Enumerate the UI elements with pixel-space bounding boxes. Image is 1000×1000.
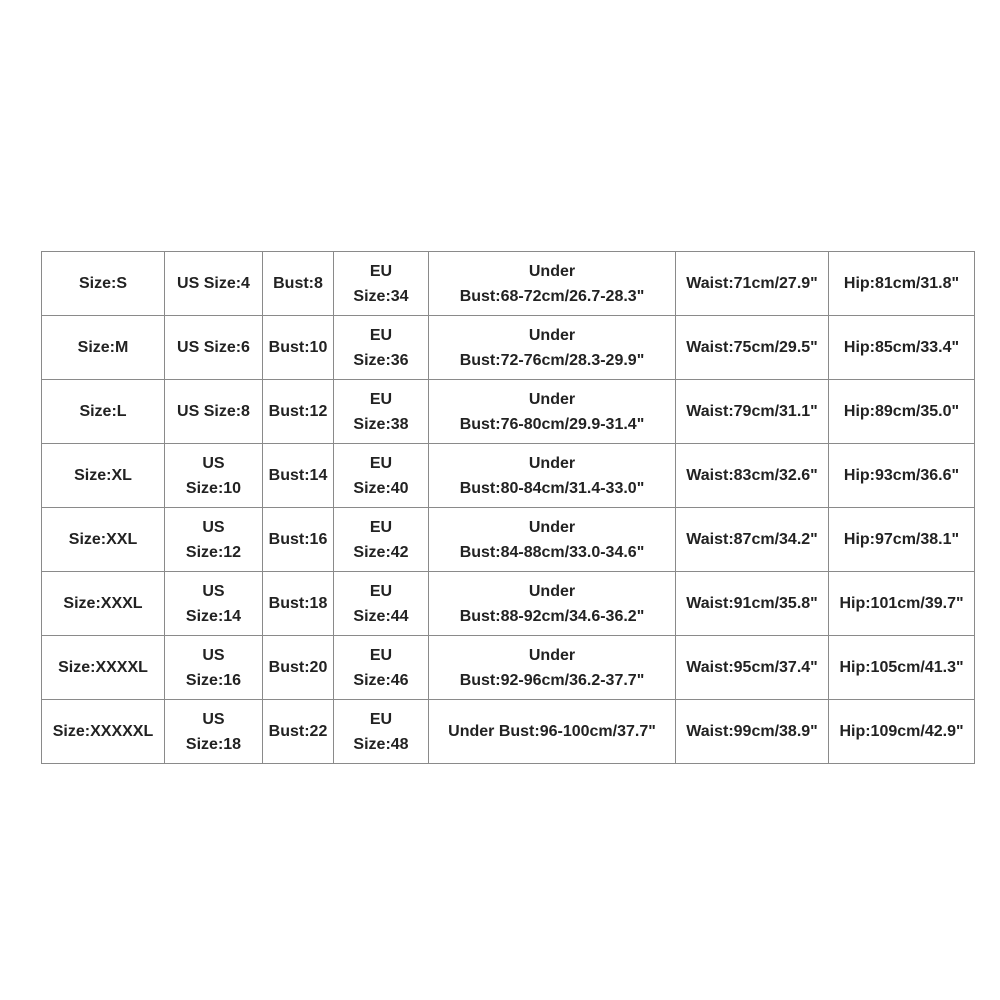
eu-size-cell: EU Size:34 [334, 252, 429, 316]
us-size-cell: US Size:16 [165, 636, 263, 700]
eu-size-cell: EU Size:36 [334, 316, 429, 380]
eu-size-cell: EU Size:46 [334, 636, 429, 700]
under-bust-cell: Under Bust:68-72cm/26.7-28.3" [429, 252, 676, 316]
us-size-cell: US Size:18 [165, 700, 263, 764]
hip-cell: Hip:81cm/31.8" [829, 252, 975, 316]
size-cell: Size:L [42, 380, 165, 444]
table-row [42, 380, 975, 444]
size-chart-table [41, 251, 975, 764]
table-row [42, 316, 975, 380]
us-size-cell: US Size:6 [165, 316, 263, 380]
bust-cell: Bust:16 [263, 508, 334, 572]
under-bust-cell: Under Bust:88-92cm/34.6-36.2" [429, 572, 676, 636]
table-row [42, 700, 975, 764]
eu-size-cell: EU Size:48 [334, 700, 429, 764]
waist-cell: Waist:79cm/31.1" [676, 380, 829, 444]
under-bust-cell: Under Bust:92-96cm/36.2-37.7" [429, 636, 676, 700]
waist-cell: Waist:87cm/34.2" [676, 508, 829, 572]
eu-size-cell: EU Size:44 [334, 572, 429, 636]
hip-cell: Hip:89cm/35.0" [829, 380, 975, 444]
under-bust-cell: Under Bust:72-76cm/28.3-29.9" [429, 316, 676, 380]
eu-size-cell: EU Size:38 [334, 380, 429, 444]
bust-cell: Bust:14 [263, 444, 334, 508]
waist-cell: Waist:91cm/35.8" [676, 572, 829, 636]
table-row [42, 508, 975, 572]
us-size-cell: US Size:8 [165, 380, 263, 444]
bust-cell: Bust:18 [263, 572, 334, 636]
hip-cell: Hip:85cm/33.4" [829, 316, 975, 380]
size-cell: Size:S [42, 252, 165, 316]
size-cell: Size:XL [42, 444, 165, 508]
hip-cell: Hip:109cm/42.9" [829, 700, 975, 764]
hip-cell: Hip:93cm/36.6" [829, 444, 975, 508]
us-size-cell: US Size:14 [165, 572, 263, 636]
under-bust-cell: Under Bust:76-80cm/29.9-31.4" [429, 380, 676, 444]
eu-size-cell: EU Size:40 [334, 444, 429, 508]
hip-cell: Hip:97cm/38.1" [829, 508, 975, 572]
bust-cell: Bust:12 [263, 380, 334, 444]
table-row [42, 572, 975, 636]
waist-cell: Waist:99cm/38.9" [676, 700, 829, 764]
bust-cell: Bust:22 [263, 700, 334, 764]
under-bust-cell: Under Bust:84-88cm/33.0-34.6" [429, 508, 676, 572]
bust-cell: Bust:8 [263, 252, 334, 316]
waist-cell: Waist:75cm/29.5" [676, 316, 829, 380]
us-size-cell: US Size:4 [165, 252, 263, 316]
under-bust-cell: Under Bust:80-84cm/31.4-33.0" [429, 444, 676, 508]
hip-cell: Hip:101cm/39.7" [829, 572, 975, 636]
waist-cell: Waist:71cm/27.9" [676, 252, 829, 316]
us-size-cell: US Size:12 [165, 508, 263, 572]
eu-size-cell: EU Size:42 [334, 508, 429, 572]
size-cell: Size:M [42, 316, 165, 380]
bust-cell: Bust:10 [263, 316, 334, 380]
size-cell: Size:XXXL [42, 572, 165, 636]
size-cell: Size:XXXXXL [42, 700, 165, 764]
waist-cell: Waist:95cm/37.4" [676, 636, 829, 700]
bust-cell: Bust:20 [263, 636, 334, 700]
table-row [42, 444, 975, 508]
waist-cell: Waist:83cm/32.6" [676, 444, 829, 508]
size-cell: Size:XXXXL [42, 636, 165, 700]
table-row [42, 636, 975, 700]
hip-cell: Hip:105cm/41.3" [829, 636, 975, 700]
us-size-cell: US Size:10 [165, 444, 263, 508]
size-cell: Size:XXL [42, 508, 165, 572]
under-bust-cell: Under Bust:96-100cm/37.7" [429, 700, 676, 764]
table-row [42, 252, 975, 316]
